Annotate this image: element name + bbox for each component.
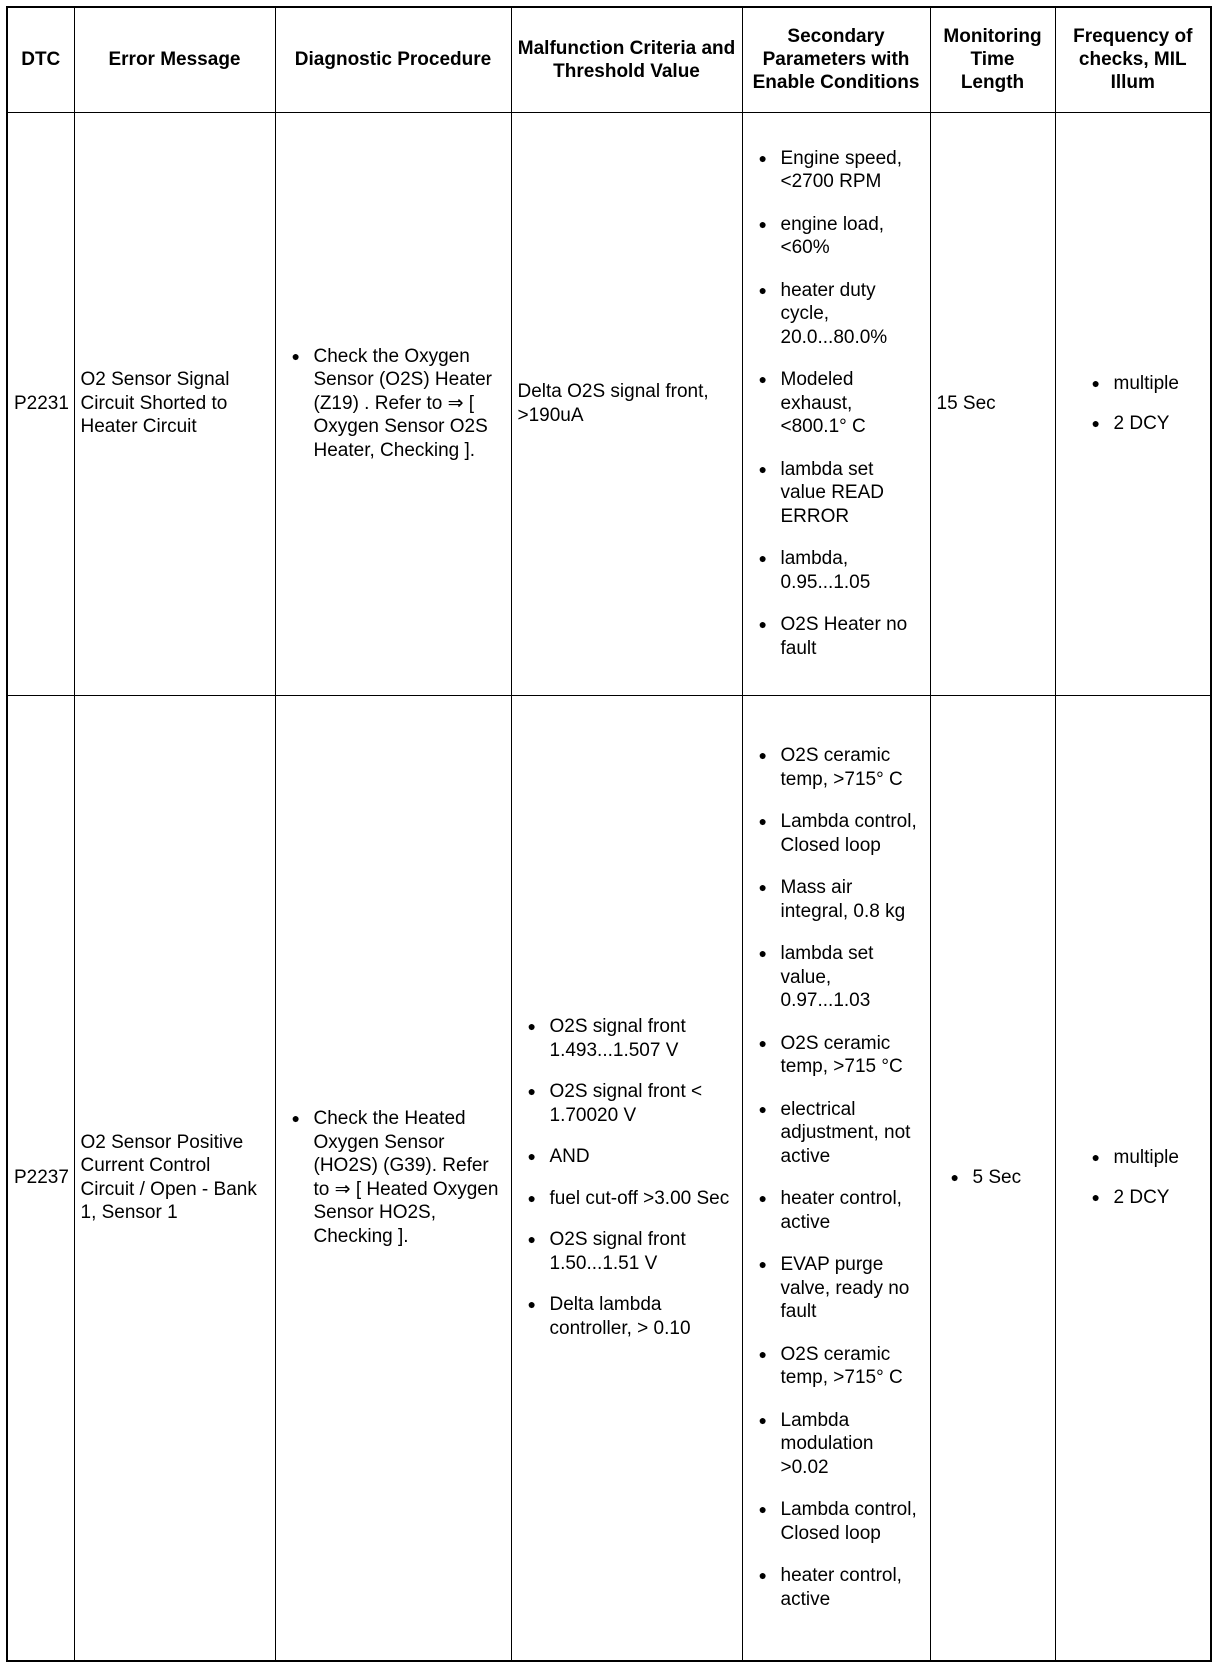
header-diagnostic-procedure: Diagnostic Procedure [275,7,511,112]
procedure-item: ● Check the Oxygen Sensor (O2S) Heater (Z19) . Refer to ⇒ [ Oxygen Sensor O2S Heater, Checking ]. [282,345,505,463]
secondary-parameter-item: ● O2S ceramic temp, >715 °C [749,1032,924,1079]
secondary-parameters-cell [742,695,930,1661]
secondary-parameter-item: ● Lambda control, Closed loop [749,810,924,857]
header-secondary-parameters: Secondary Parameters with Enable Conditions [742,7,930,112]
frequency-item: ● multiple [1082,1146,1205,1170]
procedure-item: ● Check the Heated Oxygen Sensor (HO2S) (G39). Refer to ⇒ [ Heated Oxygen Sensor HO2S, Checking ]. [282,1107,505,1248]
table-row [7,695,1211,1661]
secondary-parameter-item: ● electrical adjustment, not active [749,1098,924,1169]
secondary-parameter-item: ● heater control, active [749,1187,924,1234]
monitoring-time-list [941,1166,1049,1190]
secondary-parameter-item: ● Modeled exhaust, <800.1° C [749,368,924,439]
frequency-item: ● multiple [1082,372,1205,396]
secondary-parameter-item: ● O2S ceramic temp, >715° C [749,1343,924,1390]
frequency-cell [1055,695,1211,1661]
frequency-list [1082,372,1205,436]
secondary-parameter-item: ● lambda set value READ ERROR [749,458,924,529]
malfunction-criteria-item: ● O2S signal front 1.493...1.507 V [518,1015,736,1062]
frequency-item: ● 2 DCY [1082,1186,1205,1210]
dtc-code: P2237 [7,695,74,1661]
malfunction-criteria-list [518,1015,736,1340]
secondary-parameter-item: ● Engine speed, <2700 RPM [749,147,924,194]
secondary-parameter-item: ● heater control, active [749,1564,924,1611]
frequency-list [1082,1146,1205,1210]
header-monitoring-time: Monitoring Time Length [930,7,1055,112]
header-error-message: Error Message [74,7,275,112]
secondary-parameter-item: ● O2S ceramic temp, >715° C [749,744,924,791]
procedure-list [282,345,505,463]
monitoring-time-cell [930,695,1055,1661]
secondary-parameters-list [749,744,924,1611]
error-message: O2 Sensor Positive Current Control Circuit / Open - Bank 1, Sensor 1 [74,695,275,1661]
frequency-item: ● 2 DCY [1082,412,1205,436]
malfunction-criteria-item: ● Delta lambda controller, > 0.10 [518,1293,736,1340]
procedure-list [282,1107,505,1248]
frequency-cell [1055,112,1211,695]
header-malfunction-criteria: Malfunction Criteria and Threshold Value [511,7,742,112]
malfunction-criteria: Delta O2S signal front, >190uA [511,112,742,695]
secondary-parameters-cell [742,112,930,695]
malfunction-criteria-item: ● fuel cut-off >3.00 Sec [518,1187,736,1211]
monitoring-time: 15 Sec [930,112,1055,695]
diagnostic-procedure-cell [275,112,511,695]
error-message: O2 Sensor Signal Circuit Shorted to Heater Circuit [74,112,275,695]
diagnostic-procedure-cell [275,695,511,1661]
secondary-parameter-item: ● lambda set value, 0.97...1.03 [749,942,924,1013]
header-dtc: DTC [7,7,74,112]
table-row [7,112,1211,695]
header-frequency: Frequency of checks, MIL Illum [1055,7,1211,112]
secondary-parameters-list [749,147,924,661]
secondary-parameter-item: ● engine load, <60% [749,213,924,260]
secondary-parameter-item: ● heater duty cycle, 20.0...80.0% [749,279,924,350]
secondary-parameter-item: ● O2S Heater no fault [749,613,924,660]
malfunction-criteria-item: ● AND [518,1145,736,1169]
secondary-parameter-item: ● lambda, 0.95...1.05 [749,547,924,594]
malfunction-criteria-cell [511,695,742,1661]
secondary-parameter-item: ● Mass air integral, 0.8 kg [749,876,924,923]
secondary-parameter-item: ● EVAP purge valve, ready no fault [749,1253,924,1324]
dtc-code: P2231 [7,112,74,695]
header-row [7,7,1211,112]
secondary-parameter-item: ● Lambda control, Closed loop [749,1498,924,1545]
monitoring-time-item: ● 5 Sec [941,1166,1049,1190]
malfunction-criteria-item: ● O2S signal front 1.50...1.51 V [518,1228,736,1275]
malfunction-criteria-item: ● O2S signal front < 1.70020 V [518,1080,736,1127]
dtc-table [6,6,1212,1662]
secondary-parameter-item: ● Lambda modulation >0.02 [749,1409,924,1480]
